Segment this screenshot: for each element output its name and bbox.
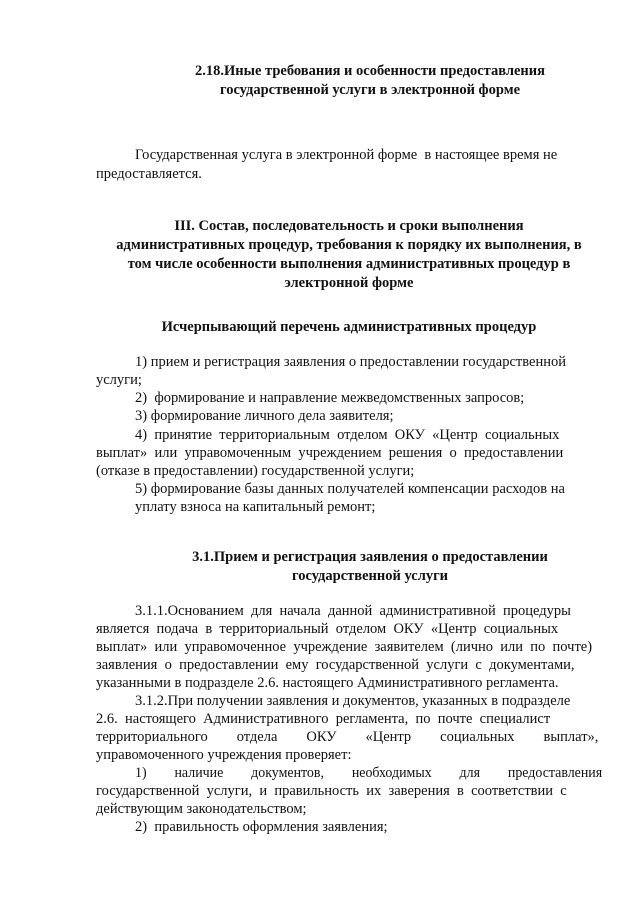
paragraph-3-1-1-line: выплат» или управомоченное учреждение заявителем (лично или по почте) bbox=[96, 639, 593, 655]
section-3-title-line: том числе особенности выполнения административных процедур в bbox=[127, 256, 571, 272]
check-item-line: 2) правильность оформления заявления; bbox=[135, 819, 388, 835]
check-item-line: государственной услуги, и правильность их заверения в соответствии с bbox=[96, 783, 567, 799]
paragraph-3-1-1-line: заявления о предоставлении ему государственной услуги с документами, bbox=[96, 657, 575, 673]
paragraph-3-1-1-line: является подача в территориальный отделом ОКУ «Центр социальных bbox=[96, 621, 559, 637]
procedure-item: услуги; bbox=[96, 372, 142, 388]
section-2-18-body-line: предоставляется. bbox=[96, 166, 202, 182]
procedure-item: (отказе в предоставлении) государственной услуги; bbox=[96, 463, 415, 479]
procedure-item: 5) формирование базы данных получателей компенсации расходов на bbox=[135, 481, 565, 497]
procedure-item: 2) формирование и направление межведомственных запросов; bbox=[135, 390, 525, 406]
procedure-item: 1) прием и регистрация заявления о предоставлении государственной bbox=[135, 354, 566, 370]
paragraph-3-1-2-line: управомоченного учреждения проверяет: bbox=[96, 747, 352, 763]
section-2-18-title-line: государственной услуги в электронной форме bbox=[219, 82, 521, 98]
section-3-title-line: электронной форме bbox=[284, 275, 414, 291]
paragraph-3-1-2-line: 2.6. настоящего Административного регламента, по почте специалист bbox=[96, 711, 551, 727]
section-2-18-title-line: 2.18.Иные требования и особенности предоставления bbox=[195, 63, 545, 79]
procedure-item: 3) формирование личного дела заявителя; bbox=[135, 408, 394, 424]
section-3-1-title-line: 3.1.Прием и регистрация заявления о предоставлении bbox=[192, 549, 548, 565]
paragraph-3-1-2-line: 3.1.2.При получении заявления и документов, указанных в подразделе bbox=[135, 693, 571, 709]
procedure-item: выплат» или управомоченным учреждением решения о предоставлении bbox=[96, 445, 564, 461]
check-item-line: действующим законодательством; bbox=[96, 801, 307, 817]
paragraph-3-1-2-line: территориального отдела ОКУ «Центр социальных выплат», bbox=[96, 729, 599, 745]
section-3-title-line: III. Состав, последовательность и сроки выполнения bbox=[174, 218, 524, 234]
section-2-18-title bbox=[150, 62, 590, 100]
check-item-line: 1) наличие документов, необходимых для предоставления bbox=[135, 765, 603, 781]
procedure-item: 4) принятие территориальным отделом ОКУ «Центр социальных bbox=[135, 427, 560, 443]
paragraph-3-1-1-line: 3.1.1.Основанием для начала данной административной процедуры bbox=[135, 603, 571, 619]
procedures-title: Исчерпывающий перечень административных процедур bbox=[161, 319, 537, 335]
section-3-1-title-line: государственной услуги bbox=[291, 568, 449, 584]
section-2-18-body-line: Государственная услуга в электронной форме в настоящее время не bbox=[135, 147, 558, 163]
section-3-title-line: административных процедур, требования к порядку их выполнения, в bbox=[116, 237, 582, 253]
paragraph-3-1-1-line: указанными в подразделе 2.6. настоящего Административного регламента. bbox=[96, 675, 559, 691]
procedure-item: уплату взноса на капитальный ремонт; bbox=[135, 499, 376, 515]
section-3-title bbox=[96, 217, 602, 293]
section-3-1-title bbox=[150, 548, 590, 586]
